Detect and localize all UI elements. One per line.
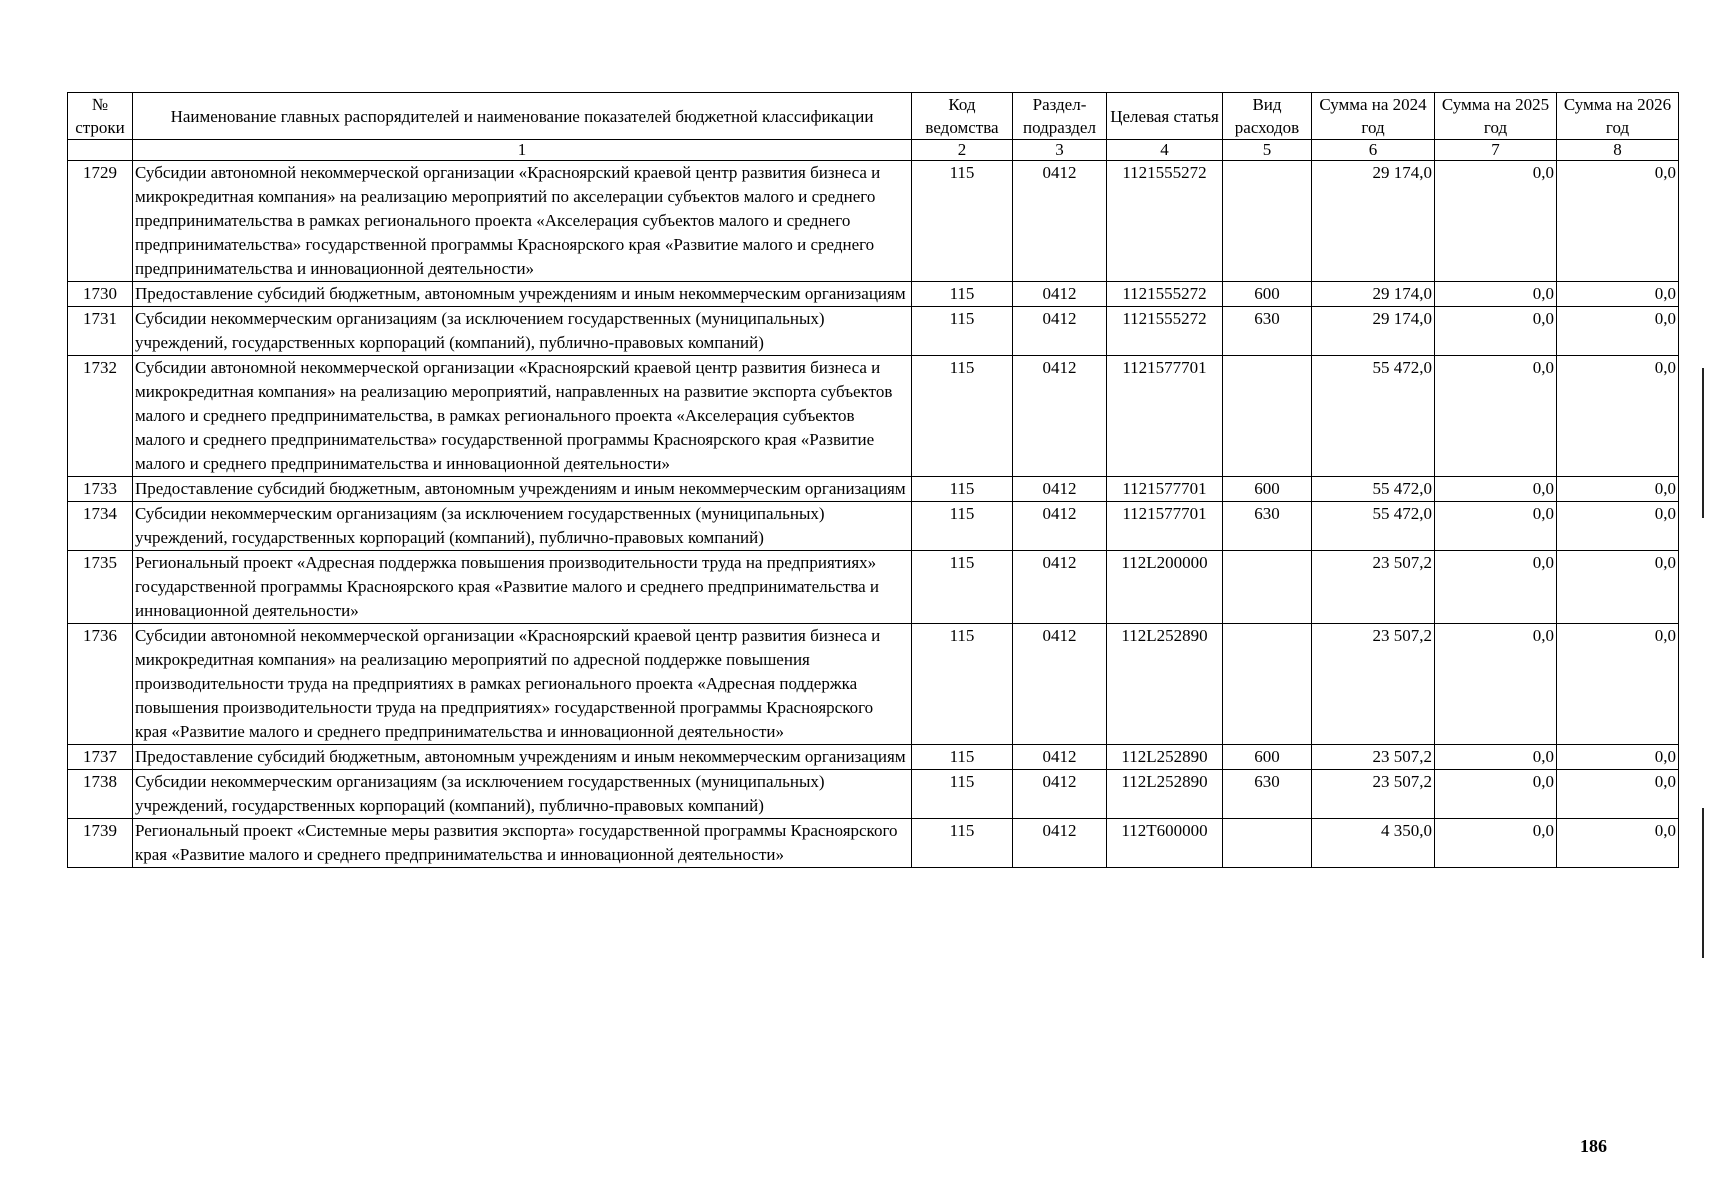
section-code: 0412 bbox=[1013, 502, 1107, 551]
target-code: 1121577701 bbox=[1107, 477, 1223, 502]
sum-2026: 0,0 bbox=[1557, 356, 1679, 477]
header-dept-code: Код ведомства bbox=[912, 93, 1013, 140]
section-code: 0412 bbox=[1013, 161, 1107, 282]
row-name: Субсидии некоммерческим организациям (за исключением государственных (муниципальных) учреждений, государственных корпораций (компаний), публично-правовых компаний) bbox=[133, 502, 912, 551]
target-code: 1121555272 bbox=[1107, 161, 1223, 282]
row-name: Региональный проект «Адресная поддержка повышения производительности труда на предприятиях» государственной программы Красноярского края «Развитие малого и среднего предпринимательства и инновационной деятельности» bbox=[133, 551, 912, 624]
section-code: 0412 bbox=[1013, 624, 1107, 745]
expense-type bbox=[1223, 551, 1312, 624]
table-row bbox=[68, 477, 1679, 502]
sum-2024: 55 472,0 bbox=[1312, 356, 1435, 477]
sum-2025: 0,0 bbox=[1435, 502, 1557, 551]
row-name: Региональный проект «Системные меры развития экспорта» государственной программы Красноярского края «Развитие малого и среднего предпринимательства и инновационной деятельности» bbox=[133, 819, 912, 868]
section-code: 0412 bbox=[1013, 356, 1107, 477]
target-code: 112L252890 bbox=[1107, 745, 1223, 770]
header-expense-type: Вид расходов bbox=[1223, 93, 1312, 140]
expense-type bbox=[1223, 819, 1312, 868]
row-number: 1738 bbox=[68, 770, 133, 819]
sum-2024: 23 507,2 bbox=[1312, 551, 1435, 624]
header-row bbox=[68, 93, 1679, 140]
sum-2024: 4 350,0 bbox=[1312, 819, 1435, 868]
column-number: 4 bbox=[1107, 140, 1223, 161]
table-row bbox=[68, 624, 1679, 745]
column-number: 6 bbox=[1312, 140, 1435, 161]
sum-2024: 55 472,0 bbox=[1312, 477, 1435, 502]
expense-type: 600 bbox=[1223, 282, 1312, 307]
header-sum-2026: Сумма на 2026 год bbox=[1557, 93, 1679, 140]
row-name: Субсидии автономной некоммерческой организации «Красноярский краевой центр развития бизнеса и микрокредитная компания» на реализацию мероприятий, направленных на развитие экспорта субъектов малого и среднего предпринимательства, в рамках регионального проекта «Акселерация субъектов малого и среднего предпринимательства» государственной программы Красноярского края «Развитие малого и среднего предпринимательства и инновационной деятельности» bbox=[133, 356, 912, 477]
table-row bbox=[68, 282, 1679, 307]
expense-type bbox=[1223, 356, 1312, 477]
sum-2026: 0,0 bbox=[1557, 551, 1679, 624]
column-number-row bbox=[68, 140, 1679, 161]
column-number: 7 bbox=[1435, 140, 1557, 161]
dept-code: 115 bbox=[912, 624, 1013, 745]
row-name: Субсидии некоммерческим организациям (за исключением государственных (муниципальных) учреждений, государственных корпораций (компаний), публично-правовых компаний) bbox=[133, 770, 912, 819]
row-number: 1735 bbox=[68, 551, 133, 624]
page-number: 186 bbox=[1580, 1136, 1607, 1156]
expense-type: 630 bbox=[1223, 307, 1312, 356]
dept-code: 115 bbox=[912, 282, 1013, 307]
row-number: 1731 bbox=[68, 307, 133, 356]
sum-2026: 0,0 bbox=[1557, 307, 1679, 356]
row-name: Предоставление субсидий бюджетным, автономным учреждениям и иным некоммерческим организациям bbox=[133, 282, 912, 307]
target-code: 1121555272 bbox=[1107, 307, 1223, 356]
table-row bbox=[68, 745, 1679, 770]
column-number: 1 bbox=[133, 140, 912, 161]
row-number: 1736 bbox=[68, 624, 133, 745]
sum-2024: 55 472,0 bbox=[1312, 502, 1435, 551]
header-sum-2024: Сумма на 2024 год bbox=[1312, 93, 1435, 140]
sum-2024: 29 174,0 bbox=[1312, 282, 1435, 307]
section-code: 0412 bbox=[1013, 551, 1107, 624]
target-code: 1121555272 bbox=[1107, 282, 1223, 307]
section-code: 0412 bbox=[1013, 819, 1107, 868]
section-code: 0412 bbox=[1013, 745, 1107, 770]
header-section: Раздел-подраздел bbox=[1013, 93, 1107, 140]
dept-code: 115 bbox=[912, 745, 1013, 770]
header-sum-2025: Сумма на 2025 год bbox=[1435, 93, 1557, 140]
expense-type: 630 bbox=[1223, 770, 1312, 819]
section-code: 0412 bbox=[1013, 770, 1107, 819]
target-code: 1121577701 bbox=[1107, 356, 1223, 477]
row-number: 1730 bbox=[68, 282, 133, 307]
sum-2026: 0,0 bbox=[1557, 624, 1679, 745]
sum-2026: 0,0 bbox=[1557, 477, 1679, 502]
expense-type: 630 bbox=[1223, 502, 1312, 551]
target-code: 112T600000 bbox=[1107, 819, 1223, 868]
sum-2026: 0,0 bbox=[1557, 161, 1679, 282]
scan-margin-mark bbox=[1702, 808, 1704, 958]
table-row bbox=[68, 770, 1679, 819]
dept-code: 115 bbox=[912, 551, 1013, 624]
target-code: 1121577701 bbox=[1107, 502, 1223, 551]
row-number: 1732 bbox=[68, 356, 133, 477]
sum-2026: 0,0 bbox=[1557, 770, 1679, 819]
sum-2024: 29 174,0 bbox=[1312, 161, 1435, 282]
scan-margin-mark bbox=[1702, 368, 1704, 518]
row-name: Предоставление субсидий бюджетным, автономным учреждениям и иным некоммерческим организациям bbox=[133, 477, 912, 502]
row-name: Субсидии некоммерческим организациям (за исключением государственных (муниципальных) учреждений, государственных корпораций (компаний), публично-правовых компаний) bbox=[133, 307, 912, 356]
sum-2024: 23 507,2 bbox=[1312, 770, 1435, 819]
table-row bbox=[68, 551, 1679, 624]
section-code: 0412 bbox=[1013, 307, 1107, 356]
row-number: 1734 bbox=[68, 502, 133, 551]
sum-2025: 0,0 bbox=[1435, 161, 1557, 282]
sum-2025: 0,0 bbox=[1435, 624, 1557, 745]
sum-2025: 0,0 bbox=[1435, 282, 1557, 307]
expense-type bbox=[1223, 624, 1312, 745]
sum-2026: 0,0 bbox=[1557, 502, 1679, 551]
row-number: 1739 bbox=[68, 819, 133, 868]
sum-2026: 0,0 bbox=[1557, 745, 1679, 770]
sum-2025: 0,0 bbox=[1435, 819, 1557, 868]
target-code: 112L252890 bbox=[1107, 624, 1223, 745]
table-row bbox=[68, 819, 1679, 868]
dept-code: 115 bbox=[912, 770, 1013, 819]
sum-2024: 23 507,2 bbox=[1312, 624, 1435, 745]
row-name: Субсидии автономной некоммерческой организации «Красноярский краевой центр развития бизнеса и микрокредитная компания» на реализацию мероприятий по адресной поддержке повышения производительности труда на предприятиях в рамках регионального проекта «Адресная поддержка повышения производительности труда на предприятиях» государственной программы Красноярского края «Развитие малого и среднего предпринимательства и инновационной деятельности» bbox=[133, 624, 912, 745]
table-row bbox=[68, 307, 1679, 356]
section-code: 0412 bbox=[1013, 477, 1107, 502]
table-row bbox=[68, 356, 1679, 477]
sum-2024: 29 174,0 bbox=[1312, 307, 1435, 356]
header-row-number: № строки bbox=[68, 93, 133, 140]
column-number: 5 bbox=[1223, 140, 1312, 161]
expense-type bbox=[1223, 161, 1312, 282]
table-row bbox=[68, 161, 1679, 282]
dept-code: 115 bbox=[912, 819, 1013, 868]
sum-2024: 23 507,2 bbox=[1312, 745, 1435, 770]
dept-code: 115 bbox=[912, 477, 1013, 502]
row-name: Предоставление субсидий бюджетным, автономным учреждениям и иным некоммерческим организациям bbox=[133, 745, 912, 770]
expense-type: 600 bbox=[1223, 745, 1312, 770]
row-number: 1737 bbox=[68, 745, 133, 770]
sum-2025: 0,0 bbox=[1435, 477, 1557, 502]
dept-code: 115 bbox=[912, 307, 1013, 356]
row-number: 1729 bbox=[68, 161, 133, 282]
sum-2026: 0,0 bbox=[1557, 819, 1679, 868]
dept-code: 115 bbox=[912, 161, 1013, 282]
sum-2025: 0,0 bbox=[1435, 551, 1557, 624]
column-number: 2 bbox=[912, 140, 1013, 161]
section-code: 0412 bbox=[1013, 282, 1107, 307]
row-name: Субсидии автономной некоммерческой организации «Красноярский краевой центр развития бизнеса и микрокредитная компания» на реализацию мероприятий по акселерации субъектов малого и среднего предпринимательства в рамках регионального проекта «Акселерация субъектов малого и среднего предпринимательства» государственной программы Красноярского края «Развитие малого и среднего предпринимательства и инновационной деятельности» bbox=[133, 161, 912, 282]
column-number-empty bbox=[68, 140, 133, 161]
column-number: 3 bbox=[1013, 140, 1107, 161]
budget-table bbox=[67, 92, 1679, 868]
table-row bbox=[68, 502, 1679, 551]
header-target: Целевая статья bbox=[1107, 93, 1223, 140]
sum-2025: 0,0 bbox=[1435, 770, 1557, 819]
dept-code: 115 bbox=[912, 356, 1013, 477]
row-number: 1733 bbox=[68, 477, 133, 502]
column-number: 8 bbox=[1557, 140, 1679, 161]
header-name: Наименование главных распорядителей и наименование показателей бюджетной классификации bbox=[133, 93, 912, 140]
sum-2025: 0,0 bbox=[1435, 745, 1557, 770]
target-code: 112L252890 bbox=[1107, 770, 1223, 819]
sum-2025: 0,0 bbox=[1435, 307, 1557, 356]
sum-2025: 0,0 bbox=[1435, 356, 1557, 477]
sum-2026: 0,0 bbox=[1557, 282, 1679, 307]
expense-type: 600 bbox=[1223, 477, 1312, 502]
dept-code: 115 bbox=[912, 502, 1013, 551]
target-code: 112L200000 bbox=[1107, 551, 1223, 624]
